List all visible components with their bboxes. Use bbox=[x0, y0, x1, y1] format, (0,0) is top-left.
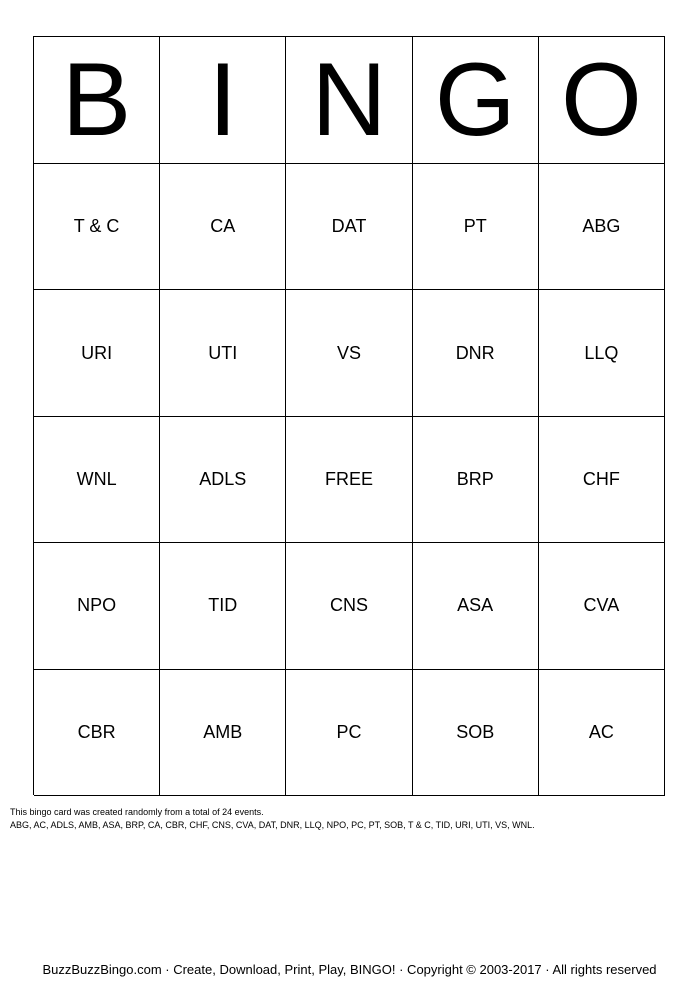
bingo-cell: ABG bbox=[539, 164, 665, 290]
info-line-events-total: This bingo card was created randomly from a total of 24 events. bbox=[10, 807, 264, 817]
header-letter-g: G bbox=[413, 37, 539, 164]
page-footer: BuzzBuzzBingo.com · Create, Download, Print, Play, BINGO! · Copyright © 2003-2017 · All rights reserved bbox=[42, 962, 657, 977]
header-letter-o: O bbox=[539, 37, 665, 164]
bingo-cell: TID bbox=[160, 543, 286, 669]
header-letter-i: I bbox=[160, 37, 286, 164]
info-line-events-list: ABG, AC, ADLS, AMB, ASA, BRP, CA, CBR, CHF, CNS, CVA, DAT, DNR, LLQ, NPO, PC, PT, SOB, T & C, TID, URI, UTI, VS, WNL. bbox=[10, 820, 535, 830]
bingo-grid bbox=[34, 164, 665, 796]
bingo-cell: WNL bbox=[34, 417, 160, 543]
bingo-cell: BRP bbox=[413, 417, 539, 543]
header-letter-n: N bbox=[286, 37, 412, 164]
bingo-cell: DAT bbox=[286, 164, 412, 290]
bingo-header bbox=[34, 37, 665, 164]
bingo-cell: AMB bbox=[160, 670, 286, 796]
bingo-cell: VS bbox=[286, 290, 412, 416]
bingo-cell: NPO bbox=[34, 543, 160, 669]
bingo-cell: CBR bbox=[34, 670, 160, 796]
bingo-card bbox=[33, 36, 665, 795]
bingo-cell: PC bbox=[286, 670, 412, 796]
bingo-cell: DNR bbox=[413, 290, 539, 416]
bingo-cell: T & C bbox=[34, 164, 160, 290]
bingo-cell: CNS bbox=[286, 543, 412, 669]
bingo-cell: CHF bbox=[539, 417, 665, 543]
bingo-cell: CA bbox=[160, 164, 286, 290]
bingo-cell: CVA bbox=[539, 543, 665, 669]
bingo-cell: AC bbox=[539, 670, 665, 796]
bingo-cell: ASA bbox=[413, 543, 539, 669]
bingo-cell: URI bbox=[34, 290, 160, 416]
bingo-cell: PT bbox=[413, 164, 539, 290]
card-info bbox=[10, 806, 535, 832]
bingo-cell: LLQ bbox=[539, 290, 665, 416]
bingo-cell: UTI bbox=[160, 290, 286, 416]
bingo-free-cell: FREE bbox=[286, 417, 412, 543]
header-letter-b: B bbox=[34, 37, 160, 164]
bingo-cell: ADLS bbox=[160, 417, 286, 543]
bingo-cell: SOB bbox=[413, 670, 539, 796]
